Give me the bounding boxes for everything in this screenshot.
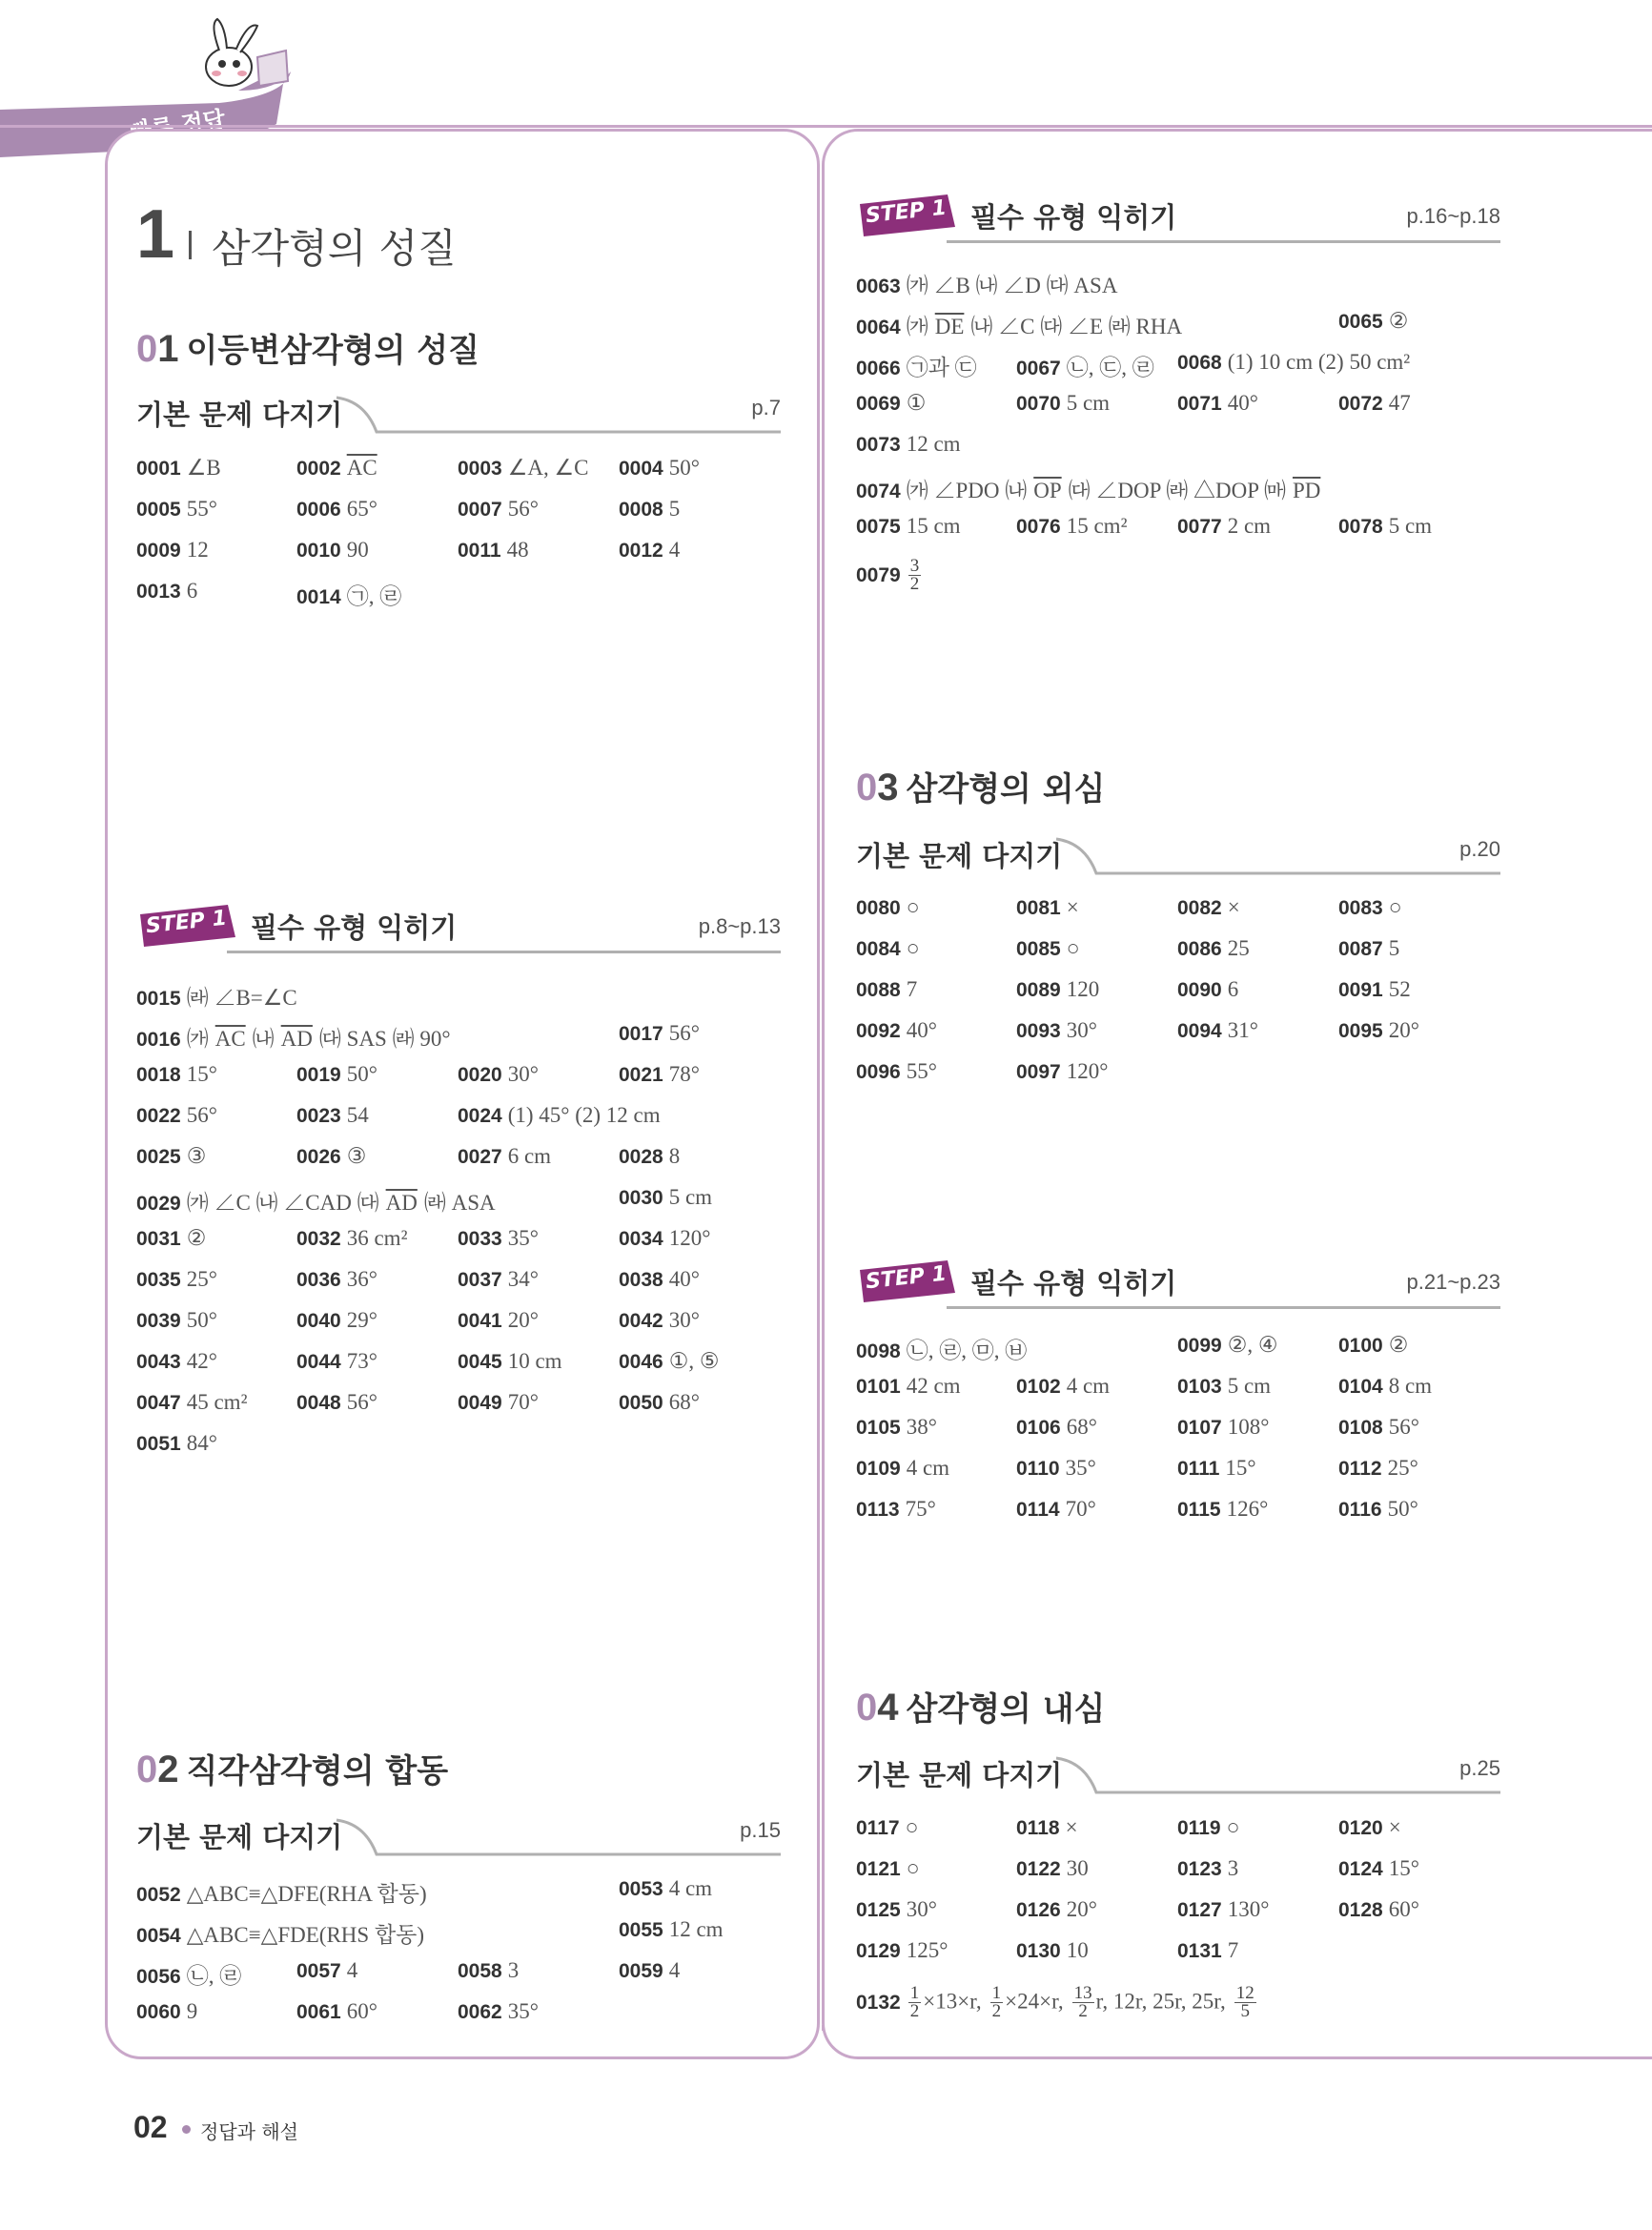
page-ref: p.21~p.23 [1406, 1270, 1500, 1294]
answer-row [856, 1497, 1504, 1527]
answer-item: 0044 73° [296, 1349, 377, 1373]
answer-item: 0028 8 [619, 1144, 681, 1168]
answer-item: 0131 7 [1177, 1938, 1239, 1962]
answer-item: 0026 ③ [296, 1144, 367, 1168]
answer-row [856, 309, 1504, 339]
answer-item: 0116 50° [1338, 1497, 1418, 1521]
subhead-label: 기본 문제 다지기 [136, 1821, 343, 1853]
answer-row [136, 980, 785, 1011]
answer-item: 0084 ○ [856, 936, 920, 960]
answer-row [136, 1958, 785, 1989]
answer-item: 0111 15° [1177, 1456, 1256, 1480]
answer-item: 0048 56° [296, 1390, 377, 1414]
answer-item: 0017 56° [619, 1021, 700, 1045]
step-badge: STEP 1 [864, 1261, 948, 1295]
answer-item: 0100 ② [1338, 1333, 1409, 1357]
answer-item: 0123 3 [1177, 1856, 1239, 1880]
answer-item: 0079 $\frac{3}{2}$ [856, 556, 920, 594]
answer-item: 0008 5 [619, 497, 681, 521]
answer-row [136, 579, 785, 609]
step-badge: STEP 1 [144, 906, 229, 939]
answer-item: 0090 6 [1177, 977, 1239, 1001]
answer-item: 0025 ③ [136, 1144, 207, 1168]
page-ref: p.8~p.13 [698, 914, 781, 938]
answer-item: 0024 (1) 45° (2) 12 cm [458, 1103, 661, 1127]
answer-item: 0016 ㈎ $\overline{AC}$ ㈏ $\overline{AD}$ ㈐ SAS ㈑ 90° [136, 1027, 451, 1051]
answer-item: 0086 25 [1177, 936, 1250, 960]
answer-item: 0033 35° [458, 1226, 539, 1250]
answer-item: 0032 36 cm² [296, 1226, 408, 1250]
page-ref: p.7 [751, 396, 781, 419]
answer-item: 0101 42 cm [856, 1374, 961, 1398]
answer-item: 0107 108° [1177, 1415, 1270, 1439]
page-ref: p.16~p.18 [1406, 204, 1500, 228]
answer-item: 0095 20° [1338, 1018, 1419, 1042]
answer-item: 0057 4 [296, 1958, 358, 1982]
answer-item: 0085 ○ [1016, 936, 1080, 960]
answer-item: 0013 6 [136, 579, 198, 603]
step-label: 필수 유형 익히기 [970, 201, 1177, 234]
answer-item: 0007 56° [458, 497, 539, 521]
answer-item: 0073 12 cm [856, 432, 961, 456]
answer-item: 0010 90 [296, 538, 369, 562]
answer-item: 0001 ∠B [136, 456, 221, 480]
answer-row [136, 1876, 785, 1907]
answer-item: 0004 50° [619, 456, 700, 480]
step-label: 필수 유형 익히기 [251, 911, 458, 944]
answer-item: 0104 8 cm [1338, 1374, 1433, 1398]
answer-item: 0115 126° [1177, 1497, 1269, 1521]
answer-item: 0011 48 [458, 538, 529, 562]
answer-row [856, 514, 1504, 544]
answer-item: 0006 65° [296, 497, 377, 521]
answer-item: 0054 △ABC≡△FDE(RHS 합동) [136, 1923, 425, 1947]
answer-item: 0132 $\frac{1}{2}$ ×13×r, $\frac{1}{2}$ ×24×r, $\frac{13}{2}$ r, 12r, 25r, 25r, $\frac{12}{5}$ [856, 1983, 1254, 2021]
answer-item: 0065 ② [1338, 309, 1409, 333]
answer-item: 0102 4 cm [1016, 1374, 1111, 1398]
answer-item: 0125 30° [856, 1897, 937, 1921]
answer-item: 0002 $\overline{AC}$ [296, 456, 377, 480]
answer-item: 0081 × [1016, 895, 1079, 919]
subhead-label: 기본 문제 다지기 [136, 399, 343, 431]
answer-item: 0062 35° [458, 1999, 539, 2023]
answer-row [856, 1985, 1504, 2031]
answer-row [136, 1267, 785, 1298]
answer-item: 0075 15 cm [856, 514, 961, 538]
answer-row [136, 1308, 785, 1339]
column-divider [822, 172, 825, 2031]
answer-item: 0080 ○ [856, 895, 920, 919]
answer-item: 0035 25° [136, 1267, 217, 1291]
answer-row [856, 350, 1504, 380]
answer-item: 0021 78° [619, 1062, 700, 1086]
answer-item: 0038 40° [619, 1267, 700, 1291]
answer-item: 0037 34° [458, 1267, 539, 1291]
answer-row [136, 1226, 785, 1257]
answer-item: 0068 (1) 10 cm (2) 50 cm² [1177, 350, 1411, 374]
answer-row [856, 473, 1504, 503]
step-header [856, 191, 1500, 248]
answer-item: 0051 84° [136, 1431, 217, 1455]
answer-item: 0018 15° [136, 1062, 217, 1086]
answer-row [136, 1021, 785, 1052]
chapter-separator [189, 231, 192, 259]
answer-row [136, 1390, 785, 1421]
answer-row [856, 1897, 1504, 1928]
answer-row [856, 1456, 1504, 1486]
answer-row [856, 1938, 1504, 1969]
answer-item: 0110 35° [1016, 1456, 1096, 1480]
basic-drill-header [856, 835, 1500, 892]
fraction: $\frac{12}{5}$ [1235, 1983, 1254, 2021]
answer-item: 0091 52 [1338, 977, 1411, 1001]
answer-row [136, 1431, 785, 1462]
answer-item: 0088 7 [856, 977, 918, 1001]
section-number: 01 [136, 328, 179, 370]
answer-item: 0112 25° [1338, 1456, 1418, 1480]
section-number: 02 [136, 1749, 179, 1790]
answer-item: 0097 120° [1016, 1059, 1109, 1083]
answer-item: 0042 30° [619, 1308, 700, 1332]
answer-item: 0009 12 [136, 538, 209, 562]
answer-item: 0103 5 cm [1177, 1374, 1272, 1398]
answer-item: 0076 15 cm² [1016, 514, 1128, 538]
answer-item: 0094 31° [1177, 1018, 1258, 1042]
chapter-title: 삼각형의 성질 [212, 225, 457, 272]
answer-item: 0019 50° [296, 1062, 377, 1086]
answer-item: 0092 40° [856, 1018, 937, 1042]
answer-item: 0034 120° [619, 1226, 711, 1250]
answer-item: 0098 ㉡, ㉣, ㉤, ㉥ [856, 1339, 1028, 1362]
answer-row [136, 1917, 785, 1948]
answer-row [856, 558, 1504, 604]
answer-item: 0108 56° [1338, 1415, 1419, 1439]
answer-item: 0083 ○ [1338, 895, 1402, 919]
answer-item: 0096 55° [856, 1059, 937, 1083]
answer-row [136, 1144, 785, 1175]
answer-item: 0082 × [1177, 895, 1240, 919]
footer-bullet-icon [182, 2125, 191, 2134]
answer-item: 0003 ∠A, ∠C [458, 456, 589, 480]
answer-item: 0070 5 cm [1016, 391, 1111, 415]
answer-item: 0056 ㉡, ㉣ [136, 1964, 242, 1988]
answer-item: 0113 75° [856, 1497, 936, 1521]
step-header [136, 901, 781, 958]
answer-item: 0126 20° [1016, 1897, 1097, 1921]
answer-item: 0087 5 [1338, 936, 1400, 960]
answer-item: 0058 3 [458, 1958, 520, 1982]
answer-item: 0012 4 [619, 538, 681, 562]
page-number: 02 [133, 2110, 168, 2144]
step-rule [947, 1306, 1500, 1309]
answer-row [136, 456, 785, 486]
answer-row [856, 1059, 1504, 1090]
answer-item: 0072 47 [1338, 391, 1411, 415]
answer-row [136, 538, 785, 568]
step-header [856, 1257, 1500, 1314]
answer-row [856, 1415, 1504, 1445]
answer-row [856, 977, 1504, 1008]
answer-row [136, 497, 785, 527]
basic-drill-header [856, 1754, 1500, 1811]
fraction: $\frac{1}{2}$ [991, 1983, 1002, 2021]
answer-item: 0036 36° [296, 1267, 377, 1291]
answer-item: 0029 ㈎ ∠C ㈏ ∠CAD ㈐ $\overline{AD}$ ㈑ ASA [136, 1191, 496, 1215]
answer-item: 0093 30° [1016, 1018, 1097, 1042]
answer-item: 0117 ○ [856, 1815, 919, 1839]
answer-item: 0014 ㉠, ㉣ [296, 584, 402, 608]
answer-row [136, 1349, 785, 1380]
answer-item: 0040 29° [296, 1308, 377, 1332]
answer-item: 0069 ① [856, 391, 927, 415]
answer-row [136, 1062, 785, 1093]
answer-item: 0015 ㈑ ∠B=∠C [136, 986, 297, 1010]
answer-item: 0120 × [1338, 1815, 1401, 1839]
answer-item: 0114 70° [1016, 1497, 1096, 1521]
answer-item: 0071 40° [1177, 391, 1258, 415]
answer-item: 0061 60° [296, 1999, 377, 2023]
answer-item: 0067 ㉡, ㉢, ㉣ [1016, 356, 1154, 379]
answer-item: 0118 × [1016, 1815, 1078, 1839]
answer-item: 0121 ○ [856, 1856, 920, 1880]
answer-row [856, 1815, 1504, 1846]
answer-item: 0078 5 cm [1338, 514, 1433, 538]
answer-item: 0022 56° [136, 1103, 217, 1127]
answer-item: 0124 15° [1338, 1856, 1419, 1880]
answer-item: 0089 120 [1016, 977, 1100, 1001]
answer-item: 0043 42° [136, 1349, 217, 1373]
answer-item: 0077 2 cm [1177, 514, 1272, 538]
answer-item: 0099 ②, ④ [1177, 1333, 1278, 1357]
answer-item: 0053 4 cm [619, 1876, 713, 1900]
footer-label: 정답과 해설 [200, 2120, 298, 2143]
answer-row [856, 895, 1504, 926]
subhead-label: 기본 문제 다지기 [856, 840, 1063, 872]
basic-drill-header [136, 394, 781, 451]
answer-item: 0130 10 [1016, 1938, 1089, 1962]
chapter-number: 1 [136, 196, 175, 273]
step-rule [227, 951, 781, 953]
answer-item: 0045 10 cm [458, 1349, 562, 1373]
answer-item: 0055 12 cm [619, 1917, 724, 1941]
answer-item: 0109 4 cm [856, 1456, 950, 1480]
page-ref: p.20 [1459, 837, 1500, 861]
section-02-title: 02 직각삼각형의 합동 [136, 1749, 449, 1790]
page-ref: p.25 [1459, 1756, 1500, 1780]
answer-item: 0046 ①, ⑤ [619, 1349, 720, 1373]
section-03-title: 03 삼각형의 외심 [856, 767, 1106, 808]
step-label: 필수 유형 익히기 [970, 1267, 1177, 1299]
answer-row [856, 432, 1504, 462]
answer-item: 0059 4 [619, 1958, 681, 1982]
answer-row [856, 1374, 1504, 1404]
answer-row [136, 1185, 785, 1216]
answer-item: 0106 68° [1016, 1415, 1097, 1439]
answer-row [856, 1333, 1504, 1363]
section-04-title: 04 삼각형의 내심 [856, 1687, 1106, 1729]
answer-item: 0129 125° [856, 1938, 948, 1962]
fraction: $\frac{13}{2}$ [1073, 1983, 1092, 2021]
answer-item: 0050 68° [619, 1390, 700, 1414]
mascot-icon [191, 14, 296, 95]
answer-row [136, 1999, 785, 2030]
subhead-label: 기본 문제 다지기 [856, 1759, 1063, 1791]
answer-item: 0060 9 [136, 1999, 198, 2023]
step-badge: STEP 1 [864, 195, 948, 229]
basic-drill-header [136, 1816, 781, 1873]
answer-item: 0105 38° [856, 1415, 937, 1439]
answer-item: 0027 6 cm [458, 1144, 552, 1168]
answer-item: 0041 20° [458, 1308, 539, 1332]
answer-row [856, 1856, 1504, 1887]
answer-item: 0122 30 [1016, 1856, 1089, 1880]
page-ref: p.15 [740, 1818, 781, 1842]
fraction: $\frac{3}{2}$ [909, 556, 920, 594]
answer-item: 0049 70° [458, 1390, 539, 1414]
answer-item: 0005 55° [136, 497, 217, 521]
answer-item: 0074 ㈎ ∠PDO ㈏ $\overline{OP}$ ㈐ ∠DOP ㈑ △DOP ㈒ $\overline{PD}$ [856, 479, 1321, 502]
section-01-title: 01 이등변삼각형의 성질 [136, 328, 479, 370]
answer-item: 0030 5 cm [619, 1185, 713, 1209]
answer-item: 0064 ㈎ $\overline{DE}$ ㈏ ∠C ㈐ ∠E ㈑ RHA [856, 315, 1183, 338]
answer-row [856, 391, 1504, 421]
answer-item: 0047 45 cm² [136, 1390, 248, 1414]
fraction: $\frac{1}{2}$ [909, 1983, 920, 2021]
answer-item: 0066 ㉠과 ㉢ [856, 356, 977, 379]
step-rule [947, 240, 1500, 243]
section-number: 04 [856, 1687, 899, 1729]
answer-row [856, 1018, 1504, 1049]
answer-row [856, 268, 1504, 298]
answer-item: 0119 ○ [1177, 1815, 1240, 1839]
answer-item: 0023 54 [296, 1103, 369, 1127]
answer-item: 0127 130° [1177, 1897, 1270, 1921]
answer-item: 0039 50° [136, 1308, 217, 1332]
answer-item: 0063 ㈎ ∠B ㈏ ∠D ㈐ ASA [856, 274, 1118, 297]
answer-row [136, 1103, 785, 1134]
answer-item: 0052 △ABC≡△DFE(RHA 합동) [136, 1882, 427, 1906]
section-number: 03 [856, 767, 899, 808]
answer-row [856, 936, 1504, 967]
answer-item: 0020 30° [458, 1062, 539, 1086]
answer-item: 0128 60° [1338, 1897, 1419, 1921]
answer-item: 0031 ② [136, 1226, 207, 1250]
